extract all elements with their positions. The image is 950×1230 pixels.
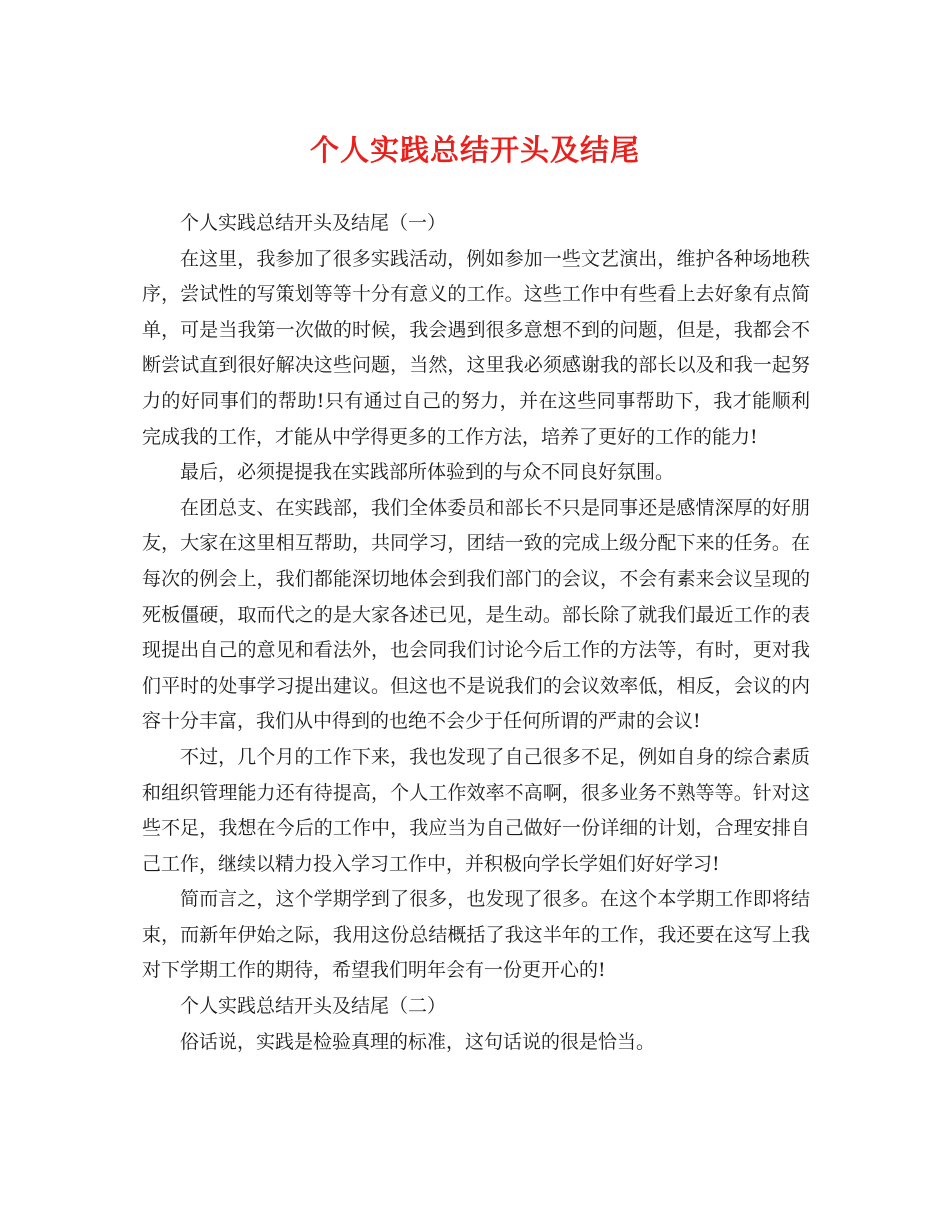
section-heading-1: 个人实践总结开头及结尾（一） (180, 212, 447, 234)
document-title: 个人实践总结开头及结尾 (309, 133, 640, 167)
paragraph-team: 在团总支、在实践部，我们全体委员和部长不只是同事还是感情深厚的好朋友，大家在这里相互帮助，共同学习，团结一致的完成上级分配下来的任务。在每次的例会上，我们都能深切地体会到我们部门的会议，不会有素来会议呈现的死板僵硬，取而代之的是大家各述已见，是生动。部长除了就我们最近工作的表现提出自己的意见和看法外，也会同我们讨论今后工作的方法等，有时，更对我们平时的处事学习提出建议。但这也不是说我们的会议效率低，相反，会议的内容十分丰富，我们从中得到的也绝不会少于任何所谓的严肃的会议! (142, 496, 810, 733)
paragraph-activities: 在这里，我参加了很多实践活动，例如参加一些文艺演出，维护各种场地秩序，尝试性的写策划等等十分有意义的工作。这些工作中有些看上去好象有点简单，可是当我第一次做的时候，我会遇到很多意想不到的问题，但是，我都会不断尝试直到很好解决这些问题，当然，这里我必须感谢我的部长以及和我一起努力的好同事们的帮助!只有通过自己的努力，并在这些同事帮助下，我才能顺利完成我的工作，才能从中学得更多的工作方法，培养了更好的工作的能力! (142, 247, 810, 448)
paragraph-shortcomings: 不过，几个月的工作下来，我也发现了自己很多不足，例如自身的综合素质和组织管理能力还有待提高，个人工作效率不高啊，很多业务不熟等等。针对这些不足，我想在今后的工作中，我应当为自己做好一份详细的计划，合理安排自己工作，继续以精力投入学习工作中，并积极向学长学姐们好好学习! (142, 745, 810, 875)
paragraph-atmosphere-intro: 最后，必须提提我在实践部所体验到的与众不同良好氛围。 (180, 461, 675, 484)
paragraph-proverb: 俗话说，实践是检验真理的标准，这句话说的很是恰当。 (180, 1030, 656, 1053)
section-heading-2: 个人实践总结开头及结尾（二） (180, 995, 447, 1018)
paragraph-conclusion: 简而言之，这个学期学到了很多，也发现了很多。在这个本学期工作即将结束，而新年伊始之际，我用这份总结概括了我这半年的工作，我还要在这写上我对下学期工作的期待，希望我们明年会有一份更开心的! (142, 888, 810, 982)
document-body (142, 206, 810, 1060)
